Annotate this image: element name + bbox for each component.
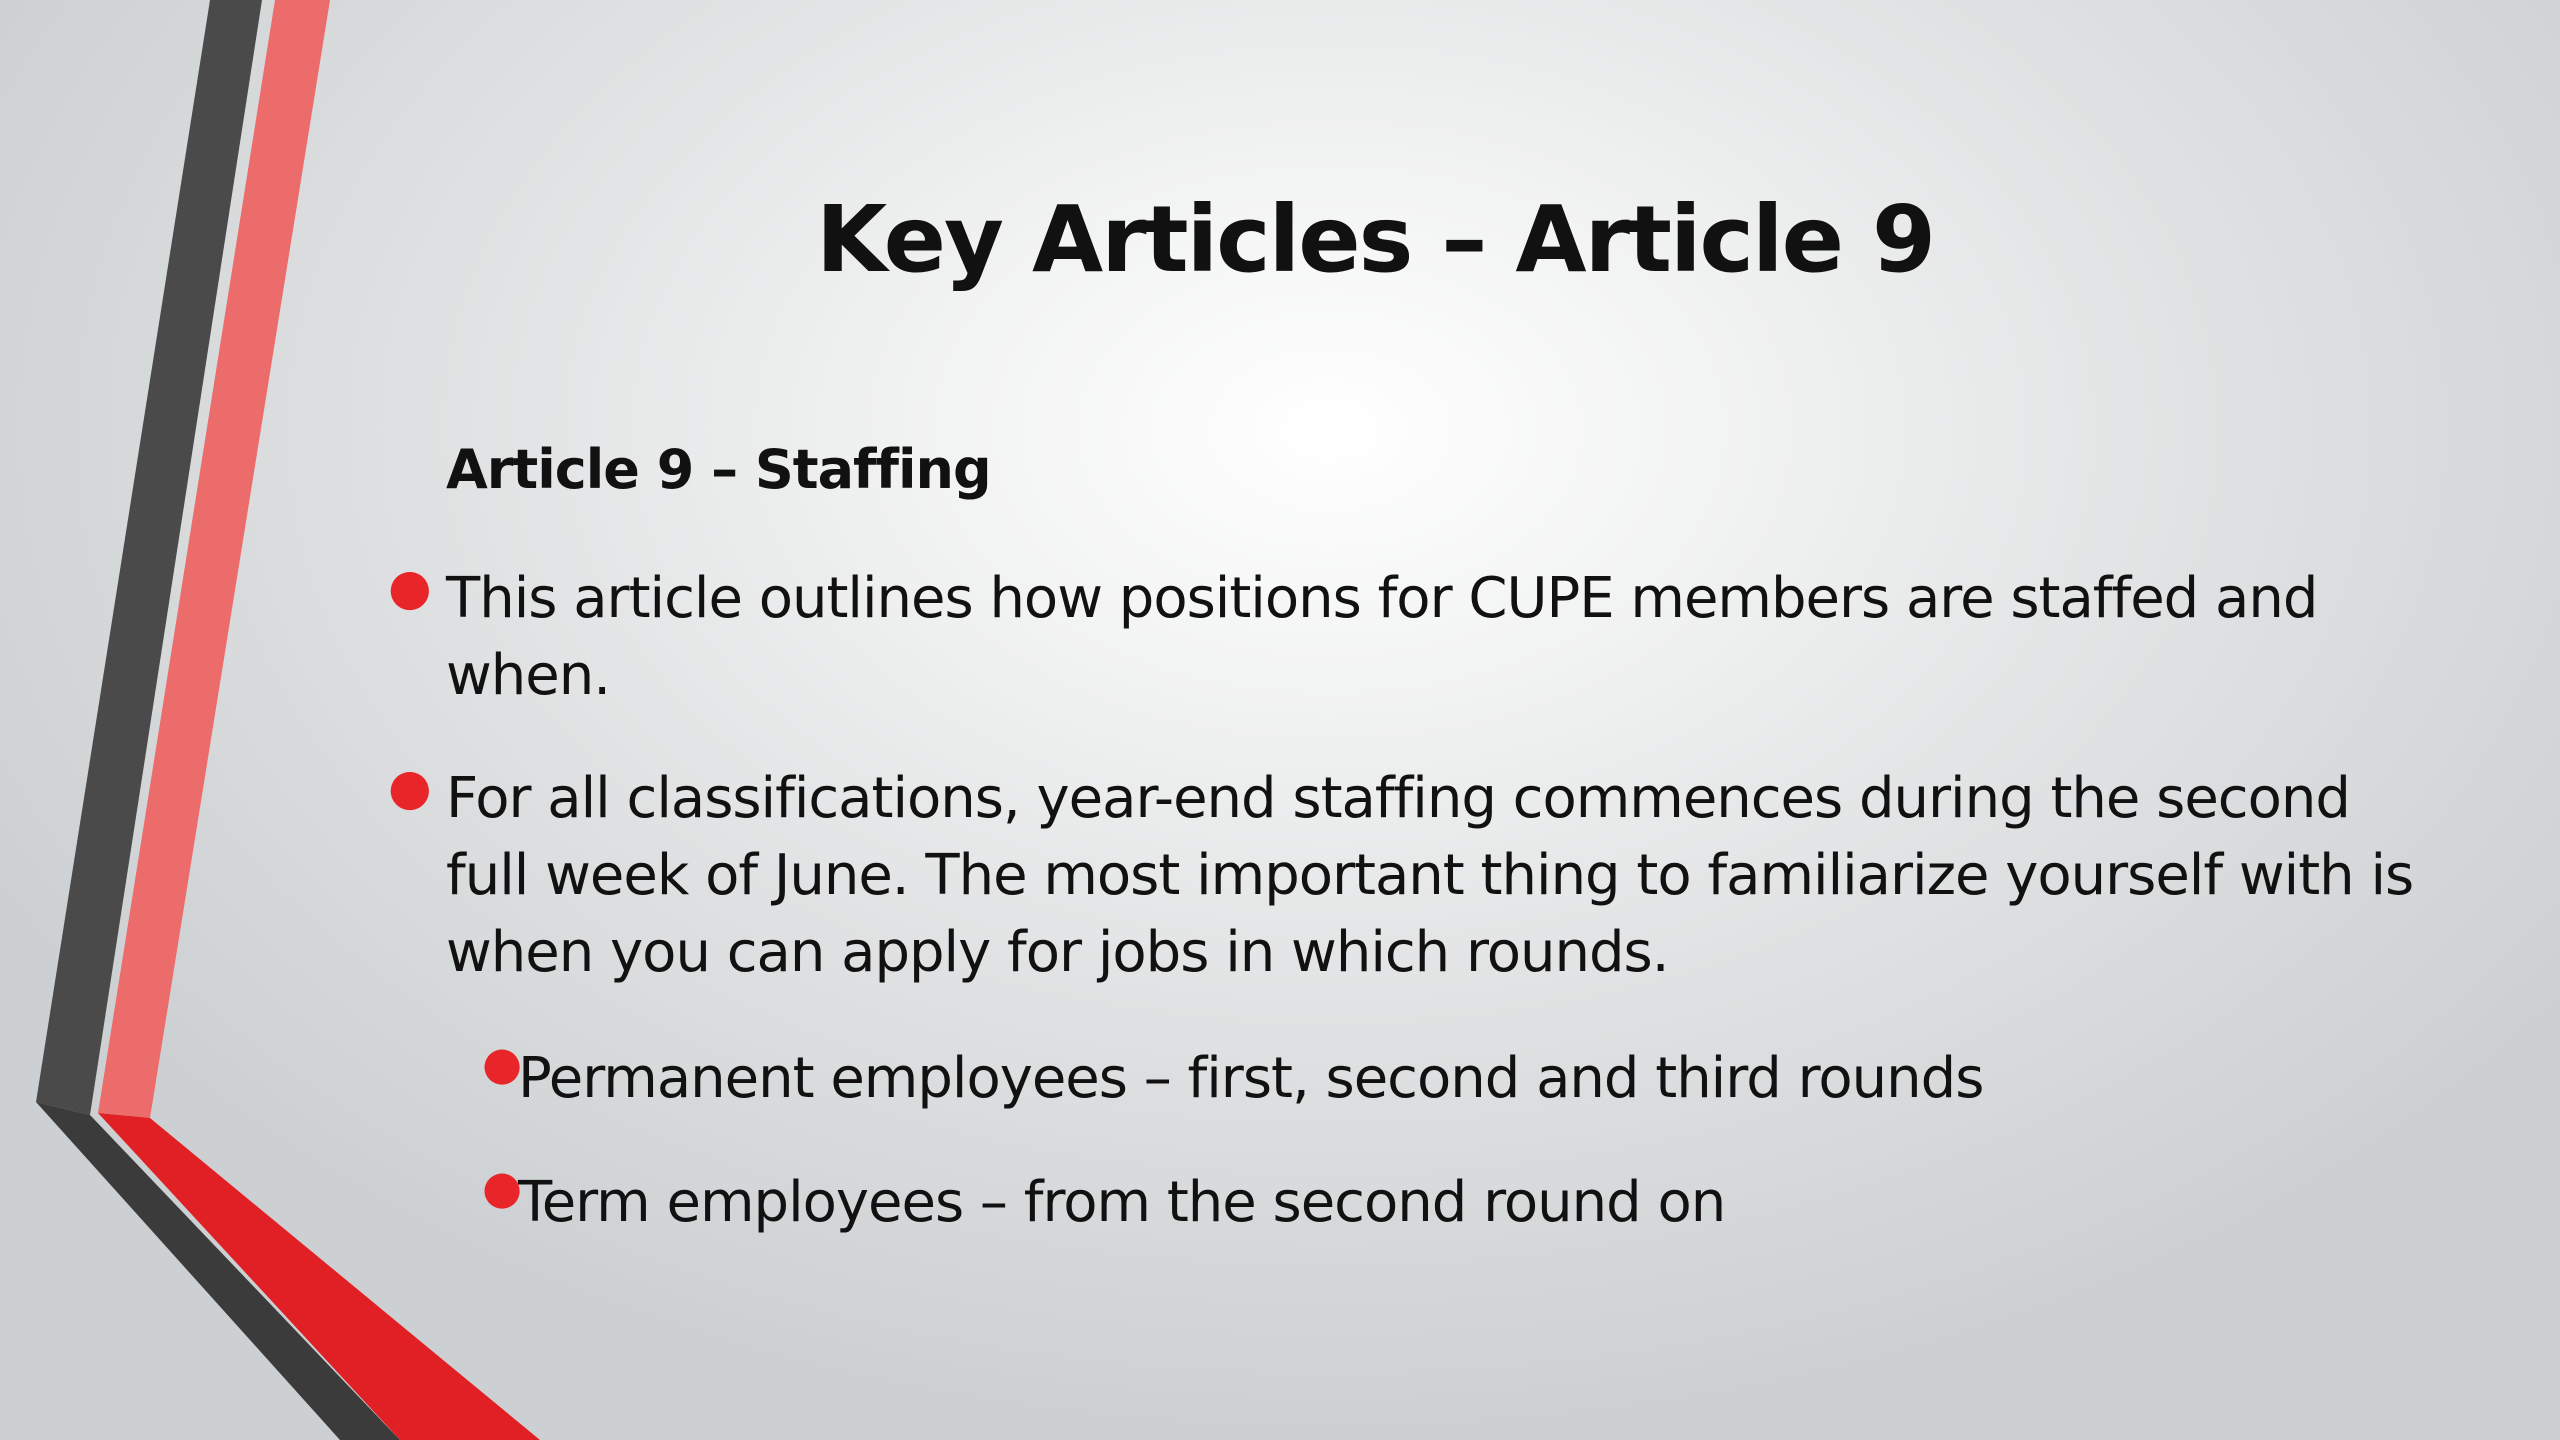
sub-bullet-item [482,1036,2418,1117]
bullet-item [388,758,2446,991]
bullet-item [388,558,2446,714]
dark-stripe-lower [36,1102,400,1440]
bullet-dot-icon: ● [482,1036,522,1090]
section-subtitle: Article 9 – Staffing [446,438,991,501]
sub-bullet-text: Permanent employees – first, second and third rounds [518,1046,1984,1111]
bullet-dot-icon: ● [482,1160,522,1214]
sub-bullet-text: Term employees – from the second round on [518,1170,1726,1235]
bullet-list [388,558,2446,1037]
sub-bullet-list [482,1036,2418,1288]
bullet-dot-icon: ● [388,558,431,616]
bullet-text: This article outlines how positions for CUPE members are staffed and when. [446,566,2318,708]
slide-title: Key Articles – Article 9 [815,186,1935,293]
bullet-text: For all classifications, year-end staffing commences during the second full week of June. The most important thing to familiarize yourself with is when you can apply for jobs in which rounds. [446,766,2414,985]
bullet-dot-icon: ● [388,758,431,816]
sub-bullet-item [482,1160,2418,1241]
